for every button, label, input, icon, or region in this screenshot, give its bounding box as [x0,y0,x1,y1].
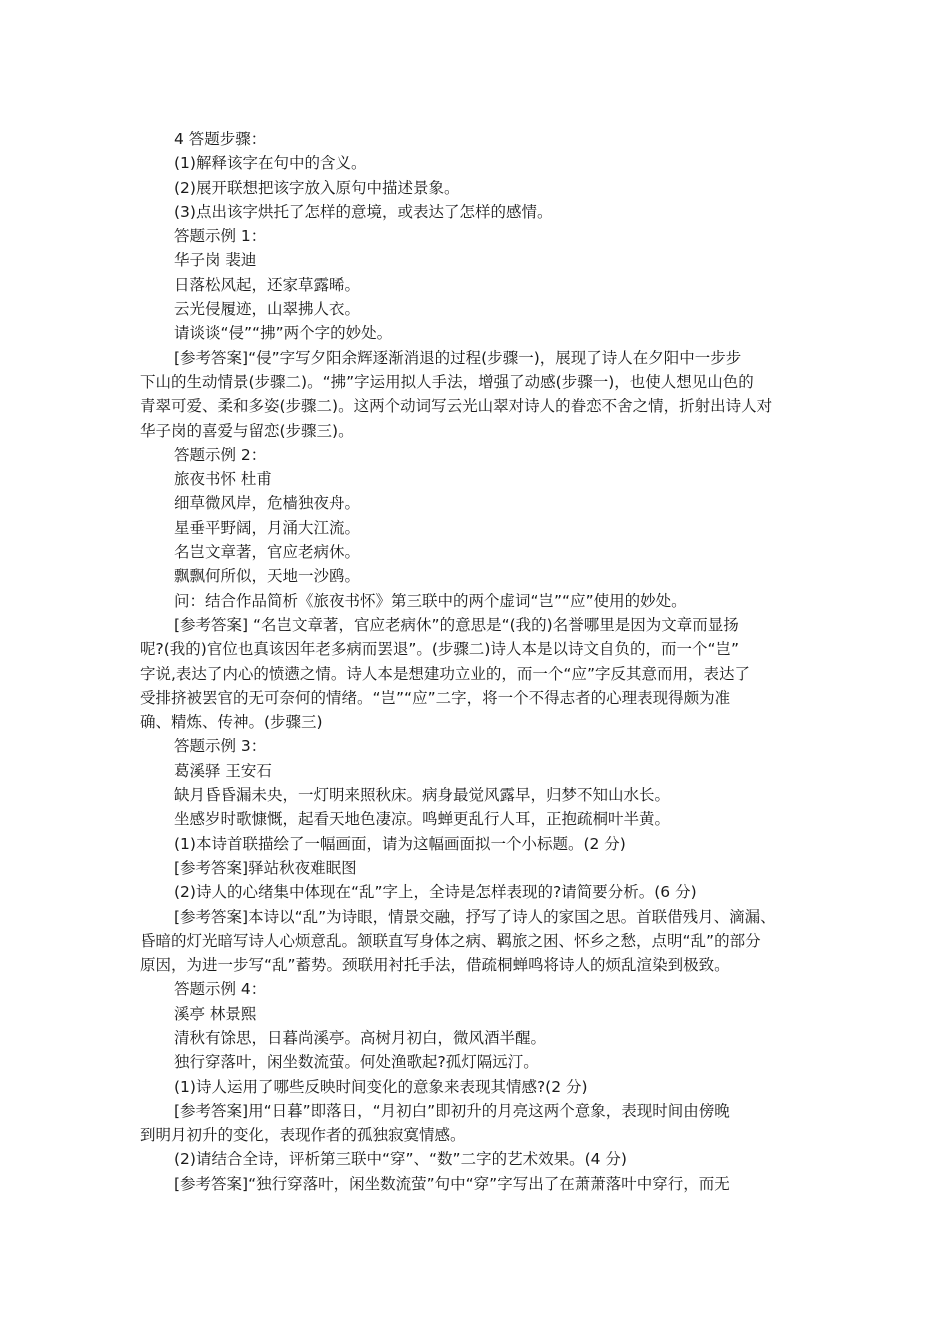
text-line: (3)点出该字烘托了怎样的意境，或表达了怎样的感情。 [174,202,553,221]
text-line: 坐感岁时歌慷慨，起看天地色凄凉。鸣蝉更乱行人耳，正抱疏桐叶半黄。 [174,810,671,829]
text-line: 日落松风起，还家草露晞。 [174,275,361,294]
text-line: 葛溪驿 王安石 [174,761,272,780]
text-line: 云光侵履迹，山翠拂人衣。 [174,300,361,319]
text-line: (1)解释该字在句中的含义。 [174,154,367,173]
text-line: 下山的生动情景(步骤二)。“拂”字运用拟人手法，增强了动感(步骤一)，也使人想见山色的 [140,372,754,391]
text-line: (1)诗人运用了哪些反映时间变化的意象来表现其情感?(2 分) [174,1077,588,1096]
text-line: (2)诗人的心绪集中体现在“乱”字上，全诗是怎样表现的?请简要分析。(6 分) [174,883,697,902]
text-line: 受排挤被罢官的无可奈何的情绪。“岂”“应”二字，将一个不得志者的心理表现得颇为准 [140,688,731,707]
text-line: 缺月昏昏漏未央，一灯明来照秋床。病身最觉风露早，归梦不知山水长。 [174,786,671,805]
text-line: 华子岗 裴迪 [174,251,257,270]
text-line: 原因，为进一步写“乱”蓄势。颈联用衬托手法，借疏桐蝉鸣将诗人的烦乱渲染到极致。 [140,956,730,975]
text-line: [参考答案]“侵”字写夕阳余辉逐渐消退的过程(步骤一)，展现了诗人在夕阳中一步步 [174,348,742,367]
text-line: 问：结合作品简析《旅夜书怀》第三联中的两个虚词“岂”“应”使用的妙处。 [174,591,687,610]
text-line: 细草微风岸，危樯独夜舟。 [174,494,361,513]
text-line: [参考答案] “名岂文章著，官应老病休”的意思是“(我的)名誉哪里是因为文章而显扬 [174,615,739,634]
text-line: 独行穿落叶，闲坐数流萤。何处渔歌起?孤灯隔远汀。 [174,1053,539,1072]
text-line: 答题示例 4： [174,980,267,999]
text-line: 溪亭 林景熙 [174,1004,257,1023]
text-line: 确、精炼、传神。(步骤三) [140,713,323,732]
text-line: [参考答案]“独行穿落叶，闲坐数流萤”句中“穿”字写出了在萧萧落叶中穿行，而无 [174,1174,730,1193]
text-line: 字说,表达了内心的愤懑之情。诗人本是想建功立业的，而一个“应”字反其意而用，表达了 [140,664,750,683]
text-line: 清秋有馀思，日暮尚溪亭。高树月初白，微风酒半醒。 [174,1028,547,1047]
text-line: (2)展开联想把该字放入原句中描述景象。 [174,178,460,197]
text-line: 4 答题步骤： [174,130,267,148]
text-line: 到明月初升的变化，表现作者的孤独寂寞情感。 [140,1126,466,1145]
text-line: 呢?(我的)官位也真该因年老多病而罢退”。(步骤二)诗人本是以诗文自负的，而一个“岂” [140,640,740,659]
document-body [140,127,812,1196]
text-line: [参考答案]驿站秋夜难眠图 [174,858,357,877]
text-line: [参考答案]用“日暮”即落日，“月初白”即初升的月亮这两个意象，表现时间由傍晚 [174,1101,730,1120]
text-line: 旅夜书怀 杜甫 [174,470,272,489]
text-line: 请谈谈“侵”“拂”两个字的妙处。 [174,324,393,343]
text-line: [参考答案]本诗以“乱”为诗眼，情景交融，抒写了诗人的家国之思。首联借残月、滴漏、 [174,907,776,926]
text-line: 答题示例 2： [174,445,267,464]
text-line: 答题示例 3： [174,737,267,756]
text-line: 青翠可爱、柔和多姿(步骤二)。这两个动词写云光山翠对诗人的眷恋不舍之情，折射出诗人对 [140,397,773,416]
text-line: 星垂平野阔，月涌大江流。 [174,518,361,537]
text-line: (1)本诗首联描绘了一幅画面，请为这幅画面拟一个小标题。(2 分) [174,834,626,853]
text-line: 名岂文章著，官应老病休。 [174,543,361,562]
text-line: (2)请结合全诗，评析第三联中“穿”、“数”二字的艺术效果。(4 分) [174,1150,627,1169]
text-line: 华子岗的喜爱与留恋(步骤三)。 [140,421,354,440]
text-line: 昏暗的灯光暗写诗人心烦意乱。颔联直写身体之病、羁旅之困、怀乡之愁，点明“乱”的部分 [140,931,761,950]
text-line: 答题示例 1： [174,227,267,246]
text-line: 飘飘何所似，天地一沙鸥。 [174,567,361,586]
